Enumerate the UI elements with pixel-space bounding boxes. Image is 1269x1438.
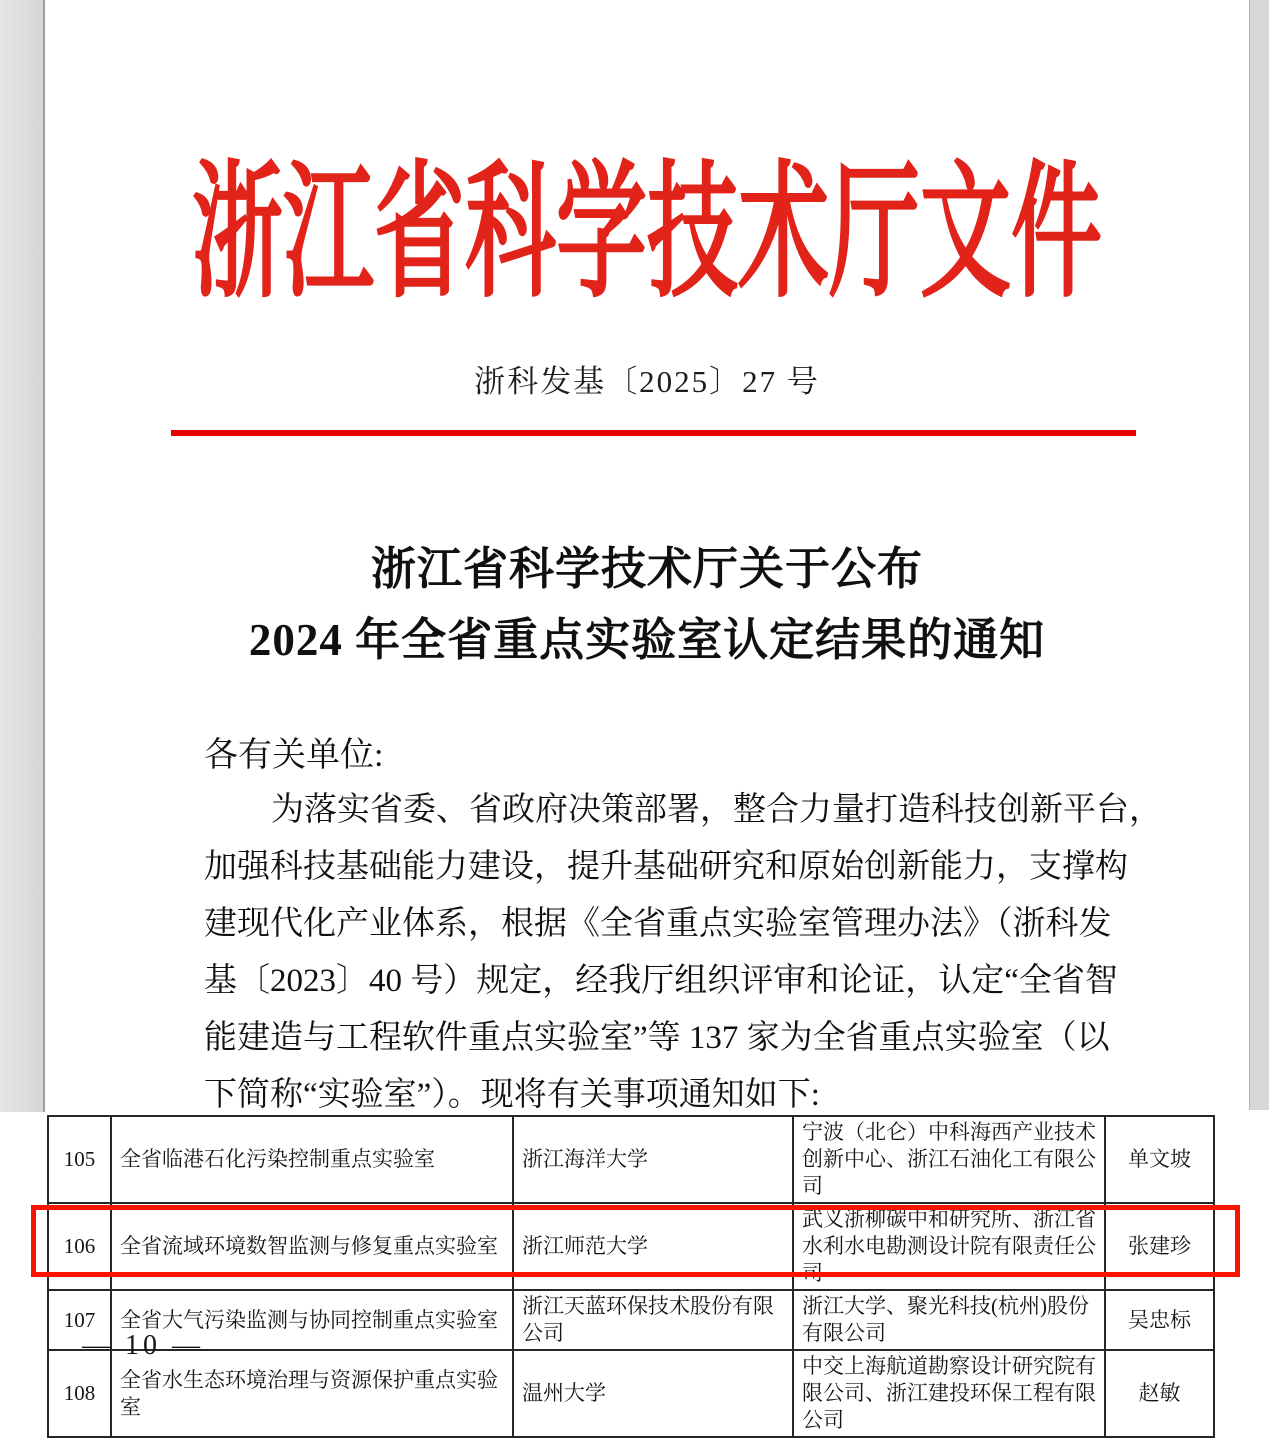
body-line: 能建造与工程软件重点实验室”等 137 家为全省重点实验室（以 [204,1020,1110,1056]
page-edge-right [1249,0,1269,1110]
red-separator-line [171,430,1136,436]
notice-title [45,534,1249,676]
director-cell: 张建珍 [1105,1203,1214,1290]
body-line: 基〔2023〕40 号）规定，经我厅组织评审和论证，认定“全省智 [204,963,1118,999]
director-cell: 赵敏 [1105,1350,1214,1437]
partners-cell: 武义浙柳碳中和研究所、浙江省水利水电勘测设计院有限责任公司 [793,1203,1105,1290]
page-number: — 10 — [82,1330,204,1361]
lab-name-cell: 全省大气污染监测与协同控制重点实验室 [111,1290,513,1350]
institution-cell: 浙江海洋大学 [513,1116,793,1203]
director-cell: 吴忠标 [1105,1290,1214,1350]
body-line: 下简称“实验室”）。现将有关事项通知如下: [204,1077,820,1113]
row-number-cell: 108 [48,1350,111,1437]
row-107-highlight-annotation [31,1205,1240,1277]
body-line: 建现代化产业体系，根据《全省重点实验室管理办法》（浙科发 [204,906,1112,942]
lab-name-cell: 全省临港石化污染控制重点实验室 [111,1116,513,1203]
partners-cell: 宁波（北仑）中科海西产业技术创新中心、浙江石油化工有限公司 [793,1116,1105,1203]
lab-name-cell: 全省水生态环境治理与资源保护重点实验室 [111,1350,513,1437]
table-row [48,1116,1214,1203]
document-number: 浙科发基〔2025〕27 号 [474,364,820,399]
lab-name-cell: 全省流域环境数智监测与修复重点实验室 [111,1203,513,1290]
body-line: 加强科技基础能力建设，提升基础研究和原始创新能力，支撑构 [204,849,1128,885]
director-cell: 单文坡 [1105,1116,1214,1203]
page-edge-left [0,0,45,1112]
notice-body [204,782,1162,1124]
notice-title-line1: 浙江省科学技术厅关于公布 [370,544,923,594]
row-number-cell: 105 [48,1116,111,1203]
table-row [48,1350,1214,1437]
institution-cell: 浙江师范大学 [513,1203,793,1290]
institution-cell: 温州大学 [513,1350,793,1437]
partners-cell: 中交上海航道勘察设计研究院有限公司、浙江建投环保工程有限公司 [793,1350,1105,1437]
partners-cell: 浙江大学、聚光科技(杭州)股份有限公司 [793,1290,1105,1350]
body-line: 为落实省委、省政府决策部署，整合力量打造科技创新平台， [271,792,1162,828]
row-number-cell: 106 [48,1203,111,1290]
salutation: 各有关单位: [204,737,384,774]
letterhead-title: 浙江省科学技术厅文件 [191,151,1102,316]
row-number-cell: 107 [48,1290,111,1350]
table-row-highlighted [48,1290,1214,1350]
notice-title-line2: 2024 年全省重点实验室认定结果的通知 [248,615,1046,665]
institution-cell: 浙江天蓝环保技术股份有限公司 [513,1290,793,1350]
